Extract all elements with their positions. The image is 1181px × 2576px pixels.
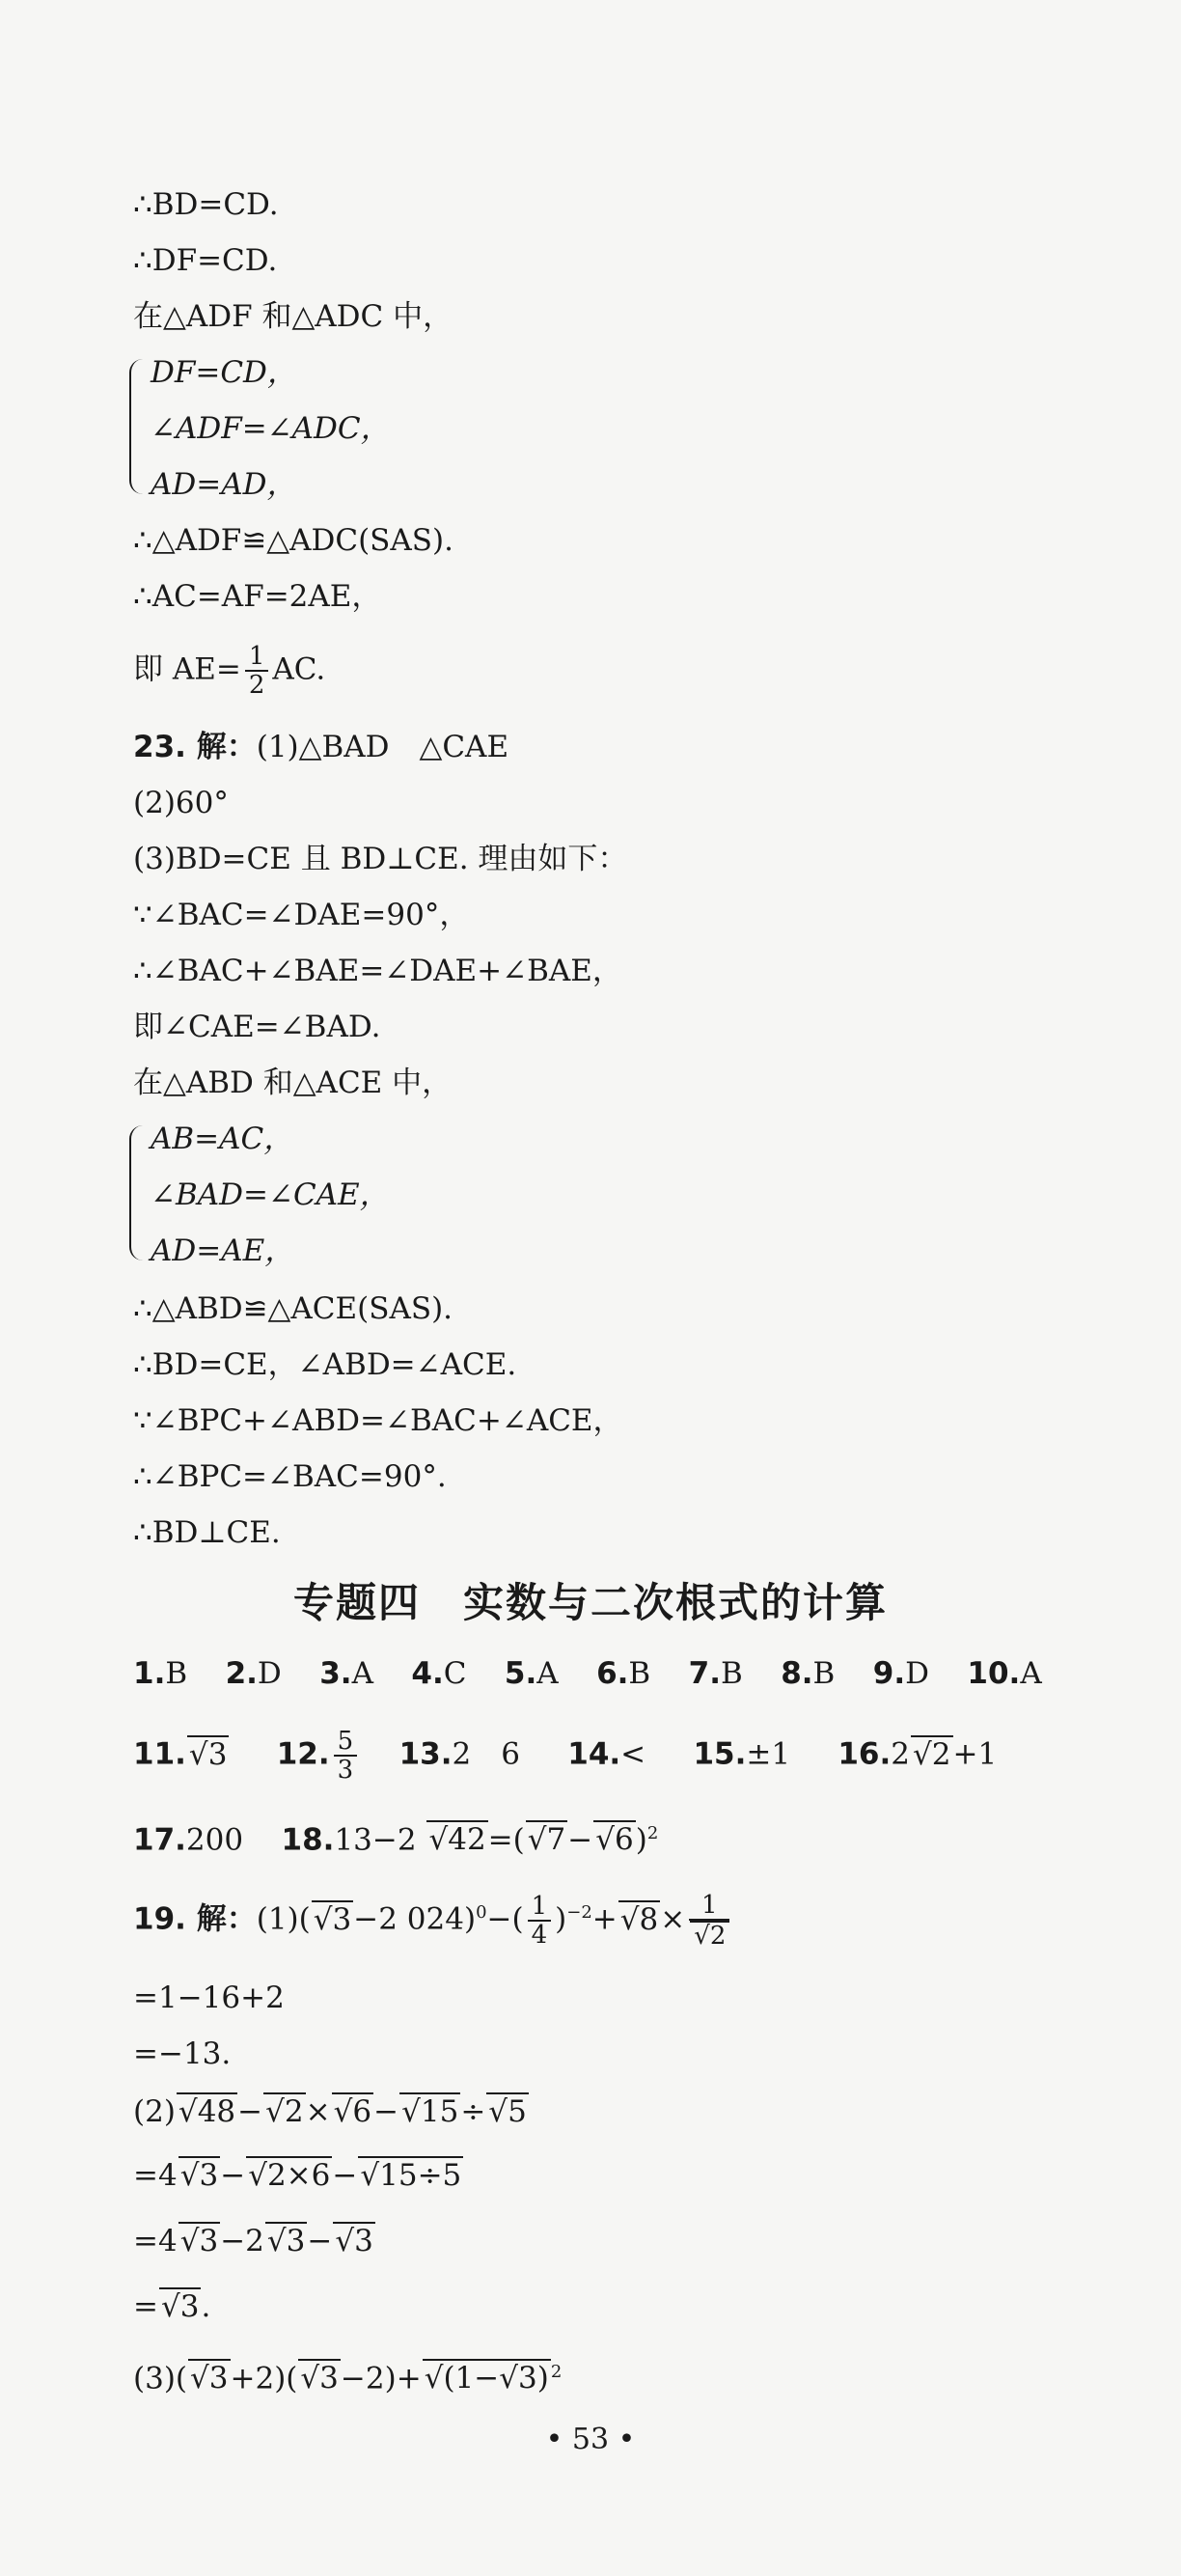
answer-value: B [812, 1656, 836, 1691]
text: − [332, 2158, 358, 2193]
answer-value: √ 3 [187, 1735, 230, 1772]
text: −( [486, 1901, 524, 1937]
text-line: ∴∠BAC+∠BAE=∠DAE+∠BAE， [133, 954, 622, 988]
answer-value: ±1 [746, 1736, 791, 1772]
fraction [528, 1893, 552, 1949]
fraction [334, 1728, 358, 1784]
text-line: 即∠CAE=∠BAD. [133, 1010, 381, 1044]
brace-item: AD=AE， [151, 1233, 295, 1268]
answer-number: 14. [567, 1736, 621, 1772]
answer-number: 18. [281, 1822, 335, 1858]
text-line: ∴AC=AF=2AE， [133, 579, 382, 614]
brace-item: AD=AD， [151, 467, 297, 502]
answer-value: C [443, 1656, 467, 1691]
answer-value: 13−2 [334, 1822, 417, 1858]
text-line: ∵∠BAC=∠DAE=90°， [133, 898, 470, 932]
text: − [373, 2094, 399, 2129]
exponent: 2 [646, 1823, 659, 1843]
numerator: 1 [689, 1892, 729, 1921]
answer-value: +1 [952, 1736, 998, 1772]
text: = [133, 2289, 158, 2324]
exponent: −2 [566, 1902, 592, 1924]
text: 即 AE= [133, 651, 241, 687]
answer-number: 6. [596, 1656, 629, 1691]
radical: √ 3 [159, 2287, 202, 2324]
answer-number: 3. [319, 1656, 352, 1691]
radical: √ 6 [332, 2092, 374, 2129]
text: × [660, 1901, 686, 1937]
mc-answers [133, 1652, 1042, 1695]
answer-number: 12. [276, 1736, 330, 1772]
text: − [220, 2158, 246, 2193]
radical: √ 7 [526, 1820, 568, 1857]
text: − [237, 2094, 263, 2129]
math-line [133, 2285, 210, 2328]
answer-value: A [536, 1656, 559, 1691]
text: + [591, 1901, 618, 1937]
radical: √ 2×6 [246, 2156, 332, 2193]
page-number: • 53 • [545, 2423, 636, 2456]
text-line: (3)BD=CE 且 BD⊥CE. 理由如下： [133, 842, 628, 876]
answer-value: B [628, 1656, 651, 1691]
numerator: 1 [528, 1893, 552, 1922]
text: ) [635, 1822, 647, 1858]
answer-number: 16. [838, 1736, 892, 1772]
text-line: 在△ABD 和△ACE 中， [133, 1066, 453, 1100]
answer-value: D [905, 1656, 929, 1691]
answer-value: D [257, 1656, 282, 1691]
text-line: ∴BD⊥CE. [133, 1515, 281, 1550]
answer-value: 2 [891, 1736, 910, 1772]
text: AC. [272, 651, 326, 687]
answer-number: 15. [693, 1736, 747, 1772]
text: × [305, 2094, 331, 2129]
text: (1)( [256, 1901, 311, 1937]
answer-number: 13. [398, 1736, 453, 1772]
text: − [307, 2224, 333, 2258]
denominator: 2 [248, 671, 265, 700]
radical: √ 15÷5 [358, 2156, 463, 2193]
answer-value: B [720, 1656, 743, 1691]
fraction [689, 1892, 729, 1950]
text: −2 024) [353, 1901, 477, 1937]
denominator: 4 [531, 1921, 548, 1950]
text-line: =1−16+2 [133, 1980, 285, 2015]
section-heading: 专题四 实数与二次根式的计算 [292, 1579, 888, 1626]
radical: √ 3 [298, 2359, 341, 2396]
text: +2)( [230, 2361, 298, 2396]
question-number: 23. 解： [133, 730, 257, 764]
radical: √ 3 [312, 1900, 354, 1937]
radical: √ 5 [486, 2092, 529, 2129]
text: =4 [133, 2224, 178, 2258]
radical: √ 3 [179, 2222, 221, 2258]
radical: √ 3 [179, 2156, 221, 2193]
text: =( [487, 1822, 525, 1858]
fill-answers [133, 1813, 658, 1861]
radical: √ 15 [399, 2092, 460, 2129]
math-line [133, 2154, 463, 2197]
answer-value: A [1020, 1656, 1042, 1691]
radical: √ 3 [265, 2222, 308, 2258]
text-line: ∴∠BPC=∠BAC=90°. [133, 1459, 447, 1494]
question-19 [133, 1892, 733, 1950]
text-line: ∴DF=CD. [133, 243, 278, 278]
text: −2 [220, 2224, 264, 2258]
text-line: ∵∠BPC+∠ABD=∠BAC+∠ACE， [133, 1403, 623, 1438]
text-line: ∴△ADF≌△ADC(SAS). [133, 523, 453, 558]
brace [129, 359, 145, 494]
answer-number: 5. [504, 1656, 537, 1691]
answer-value: < [620, 1736, 646, 1772]
radical: √ 48 [177, 2092, 237, 2129]
brace-item: DF=CD， [151, 355, 297, 390]
text-line: ∴BD=CD. [133, 187, 279, 222]
text: ) [555, 1901, 567, 1937]
radical: √ 42 [426, 1820, 487, 1857]
answer-number: 7. [688, 1656, 721, 1691]
brace-item: AB=AC， [151, 1122, 294, 1156]
radical: √ 2 [263, 2092, 306, 2129]
brace-item: ∠ADF=∠ADC， [151, 411, 391, 446]
math-line [133, 2351, 562, 2399]
brace-item: ∠BAD=∠CAE， [151, 1177, 390, 1212]
exponent: 2 [550, 2362, 563, 2382]
answer-number: 4. [411, 1656, 444, 1691]
radical: √ 2 [911, 1735, 953, 1772]
text: − [567, 1822, 593, 1858]
answer-number: 8. [781, 1656, 813, 1691]
answer-number: 9. [872, 1656, 906, 1691]
numerator: 5 [334, 1728, 358, 1757]
fraction [245, 643, 269, 699]
text-line [133, 643, 325, 699]
text-line: 在△ADF 和△ADC 中， [133, 299, 453, 334]
answer-value: B [165, 1656, 188, 1691]
exponent: 0 [476, 1902, 487, 1924]
question-number: 19. 解： [133, 1901, 257, 1937]
radical: √ 8 [618, 1900, 661, 1937]
answer-number: 17. [133, 1822, 186, 1858]
answer-number: 11. [133, 1736, 186, 1772]
text-line: =−13. [133, 2036, 232, 2071]
math-line [133, 2091, 529, 2133]
brace [129, 1125, 145, 1260]
answer-number: 1. [133, 1656, 166, 1691]
text: =4 [133, 2158, 178, 2193]
text: (1)△BAD △CAE [256, 730, 509, 764]
radical: √ 3 [333, 2222, 375, 2258]
fill-answers [133, 1728, 997, 1784]
text: −2)+ [340, 2361, 422, 2396]
numerator: 1 [245, 643, 269, 672]
math-line [133, 2220, 375, 2262]
text: (2) [133, 2094, 176, 2129]
answer-number: 10. [967, 1656, 1021, 1691]
answer-value: 200 [185, 1822, 244, 1858]
answer-number: 2. [225, 1656, 258, 1691]
text-line: ∴BD=CE，∠ABD=∠ACE. [133, 1347, 517, 1382]
answer-value: A [351, 1656, 373, 1691]
text: (3)( [133, 2361, 188, 2396]
denominator: √ 2 [690, 1921, 729, 1950]
question-23 [133, 726, 508, 768]
denominator: 3 [337, 1756, 354, 1785]
text: ÷ [460, 2094, 486, 2129]
text-line: (2)60° [133, 786, 229, 820]
radical: √ 6 [593, 1820, 636, 1857]
text: . [201, 2289, 211, 2324]
text-line: ∴△ABD≌△ACE(SAS). [133, 1291, 453, 1326]
answer-value: 2 6 [452, 1736, 520, 1772]
radical: √ (1−√3) [423, 2359, 551, 2396]
radical: √ 3 [188, 2359, 231, 2396]
